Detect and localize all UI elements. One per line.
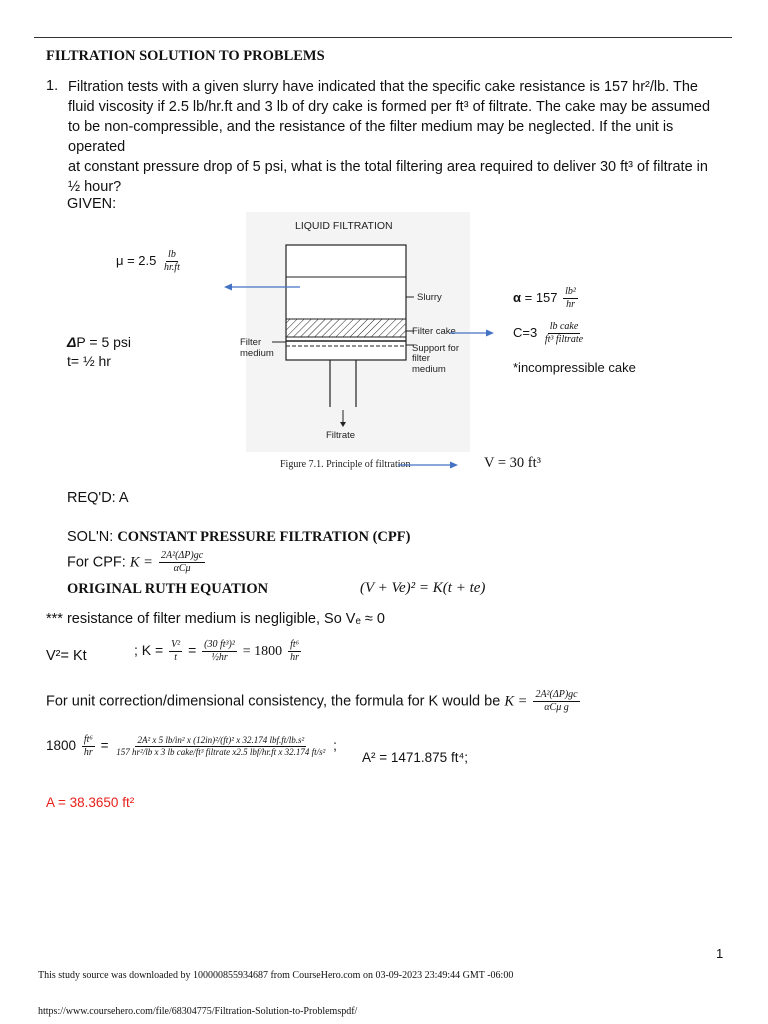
ruth-equation: (V + Ve)² = K(t + te) xyxy=(360,580,486,596)
annotation-arrows xyxy=(0,0,768,480)
big-left: 1800 xyxy=(46,738,77,754)
given-v: V = 30 ft³ xyxy=(484,455,541,471)
problem-line: fluid viscosity if 2.5 lb/hr.ft and 3 lb of dry cake is formed per ft³ of filtrate. The cake may be assumed xyxy=(68,99,711,115)
k-denominator: αCμ xyxy=(173,563,191,574)
soln-title: CONSTANT PRESSURE FILTRATION (CPF) xyxy=(117,529,411,545)
mu-unit-den: hr.ft xyxy=(164,262,180,273)
c-value: C=3 xyxy=(513,324,538,340)
filter-cake-label: Filter cake xyxy=(412,326,456,337)
problem-line: ½ hour? xyxy=(68,179,122,195)
answer: A = 38.3650 ft² xyxy=(46,795,135,810)
mu-value: μ = 2.5 xyxy=(116,252,157,268)
support-label-line: medium xyxy=(412,364,446,375)
big-equation: 1800 $\frac{\text{ft⁶}}{hr}$ = 2A² x 5 lb/in² x (12in)²/(ft)² x 32.174 lbf.ft/lb.s² 157 hr²/lb x 3 lb cake/ft³ filtrate x2.5 lbf/hr.ft x 32.174 ft/s² ; xyxy=(46,734,337,758)
cpf-formula: For CPF: K = $\frac{\text{2A²(ΔP)gc}}{\text{αCμ}}$ xyxy=(67,550,204,574)
big-denominator: 157 hr²/lb x 3 lb cake/ft³ filtrate x2.5 lbf/hr.ft x 32.174 ft/s² xyxy=(116,747,326,757)
k-calc-prefix: ; K = xyxy=(134,642,164,659)
problem-line: at constant pressure drop of 5 psi, what is the total filtering area required to deliver 30 ft³ of filtrate in xyxy=(68,159,708,175)
mu-arrow-head xyxy=(224,284,232,291)
a-squared: A² = 1471.875 ft⁴; xyxy=(362,750,468,765)
filtrate-v-arrow-head xyxy=(450,462,458,469)
filter-medium-label-line: medium xyxy=(240,348,274,359)
filter-medium-label-line: Filter xyxy=(240,337,262,348)
incompressible-note: *incompressible cake xyxy=(513,360,636,375)
given-label: GIVEN: xyxy=(67,196,117,212)
unit-correction: For unit correction/dimensional consistency, the formula for K would be K = $\frac{\text{2A²(ΔP)gc}}{\text{αCμ g}}$ xyxy=(46,689,578,713)
dp-value: P = 5 psi xyxy=(76,334,132,350)
support-label-line: Support for xyxy=(412,343,459,354)
negligible-note: *** resistance of filter medium is negligible, So Vₑ ≈ 0 xyxy=(46,611,385,627)
figure-title: LIQUID FILTRATION xyxy=(295,220,393,232)
problem-line: Filtration tests with a given slurry have indicated that the specific cake resistance is 157 hr²/lb. The xyxy=(68,79,698,95)
big-numerator: 2A² x 5 lb/in² x (12in)²/(ft)² x 32.174 lbf.ft/lb.s² xyxy=(137,735,305,745)
unit-correction-text: For unit correction/dimensional consistency, the formula for K would be xyxy=(46,693,501,710)
c-unit-den: ft³ filtrate xyxy=(544,334,584,345)
k2-denominator: αCμ g xyxy=(544,702,569,713)
page-number: 1 xyxy=(716,946,724,961)
k-numerator: 2A²(ΔP)gc xyxy=(160,550,204,561)
mu-unit-num: lb xyxy=(168,249,176,260)
alpha-unit-num: lb² xyxy=(565,286,576,297)
alpha-unit-den: hr xyxy=(566,299,575,310)
ruth-title: ORIGINAL RUTH EQUATION xyxy=(67,581,269,597)
support-label-line: filter xyxy=(412,353,430,364)
figure-caption: Figure 7.1. Principle of filtration xyxy=(280,459,411,470)
cake-arrow-head xyxy=(486,330,494,337)
footer-url[interactable]: https://www.coursehero.com/file/68304775/Filtration-Solution-to-Problemspdf/ xyxy=(38,1006,358,1017)
c-unit-num: lb cake xyxy=(549,321,579,332)
slurry-label: Slurry xyxy=(417,292,442,303)
solution-heading xyxy=(67,529,410,546)
footer-download-note: This study source was downloaded by 100000855934687 from CourseHero.com on 03-09-2023 23:49:44 GMT -06:00 xyxy=(38,970,514,981)
required: REQ'D: A xyxy=(67,490,129,506)
problem-line: to be non-compressible, and the resistance of the filter medium may be neglected. If the unit is operated xyxy=(68,119,674,155)
given-t: t= ½ hr xyxy=(67,353,111,369)
alpha-value: = 157 xyxy=(524,289,558,305)
k2-numerator: 2A²(ΔP)gc xyxy=(535,689,578,700)
problem-number: 1. xyxy=(46,78,59,94)
soln-prefix: SOL'N: xyxy=(67,529,118,545)
k-calc-result: = 1800 xyxy=(242,644,283,660)
k-unit-num: ft⁶ xyxy=(290,639,300,650)
k-unit-den: hr xyxy=(290,652,300,663)
delta-symbol: Δ xyxy=(67,334,77,350)
page-title: FILTRATION SOLUTION TO PROBLEMS xyxy=(46,48,325,64)
alpha-symbol: α xyxy=(513,289,521,305)
filtrate-label: Filtrate xyxy=(326,430,356,441)
v2-kt: V²= Kt xyxy=(46,648,87,664)
for-cpf-label: For CPF: xyxy=(67,554,126,571)
k-calc: ; K = $\frac{\text{V²}}{t}$ = $\frac{\text{(30 ft³)²}}{\text{½hr}}$ = 1800 $\frac{\text{ft⁶}}{hr}$ xyxy=(134,639,300,663)
